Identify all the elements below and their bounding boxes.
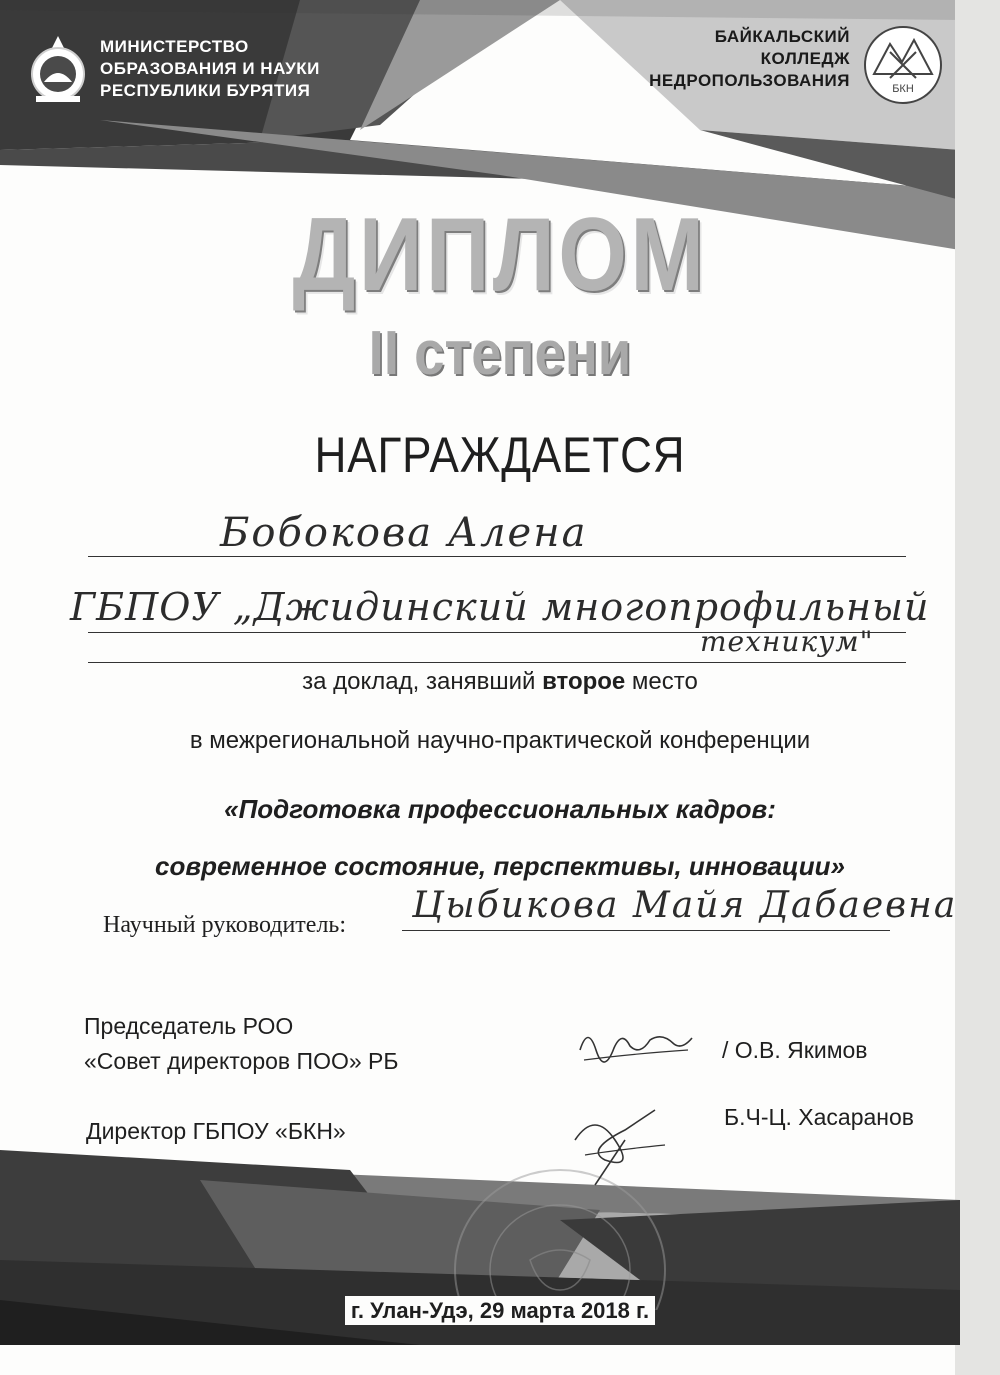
recipient-name: Бобокова Алена <box>220 510 588 556</box>
college-logo-text: БКН <box>892 83 914 95</box>
college-logo-icon <box>860 22 946 108</box>
ministry-line-3: РЕСПУБЛИКИ БУРЯТИЯ <box>100 81 311 100</box>
chair-name: / О.В. Якимов <box>722 1037 868 1063</box>
supervisor-name: Цыбикова Майя Дабаевна <box>412 885 958 926</box>
director-signature-icon <box>555 1100 675 1190</box>
college-line-2: КОЛЛЕДЖ <box>760 49 850 68</box>
supervisor-label: Научный руководитель: <box>103 912 347 938</box>
college-line-3: НЕДРОПОЛЬЗОВАНИЯ <box>649 71 850 90</box>
diploma-degree: II степени <box>368 319 632 388</box>
supervisor-underline <box>402 930 890 931</box>
conference-topic-line-1: «Подготовка профессиональных кадров: <box>224 794 776 824</box>
chair-title-line-2: «Совет директоров ПОО» РБ <box>84 1048 399 1074</box>
organization-underline-2 <box>88 662 906 663</box>
organization-line-1: ГБПОУ „Джидинский многопрофильный <box>70 585 930 629</box>
report-line <box>0 668 1000 696</box>
city-date <box>0 1298 1000 1324</box>
college-line-1: БАЙКАЛЬСКИЙ <box>714 27 850 46</box>
conference-topic-line-2: современное состояние, перспективы, инновации» <box>155 851 845 881</box>
chair-title-line-1: Председатель РОО <box>84 1013 294 1039</box>
organization-line-2: техникум" <box>700 625 874 658</box>
city-date-text: г. Улан-Удэ, 29 марта 2018 г. <box>345 1296 655 1325</box>
ministry-line-2: ОБРАЗОВАНИЯ И НАУКИ <box>100 59 320 78</box>
chair-signature-icon <box>570 1020 700 1070</box>
ministry-line-1: МИНИСТЕРСТВО <box>100 37 249 56</box>
awarded-heading: НАГРАЖДАЕТСЯ <box>314 427 686 483</box>
report-before: за доклад, занявший <box>302 668 543 695</box>
college-name <box>649 26 850 92</box>
recipient-underline <box>88 556 906 557</box>
conference-line: в межрегиональной научно-практической конференции <box>189 727 811 754</box>
buryatia-emblem-icon <box>24 28 92 108</box>
diploma-title: ДИПЛОМ <box>292 197 708 313</box>
report-place: второе <box>542 668 626 695</box>
report-after: место <box>625 668 698 695</box>
director-name: Б.Ч-Ц. Хасаранов <box>724 1104 914 1130</box>
director-title: Директор ГБПОУ «БКН» <box>86 1118 346 1144</box>
ministry-name <box>100 36 320 102</box>
